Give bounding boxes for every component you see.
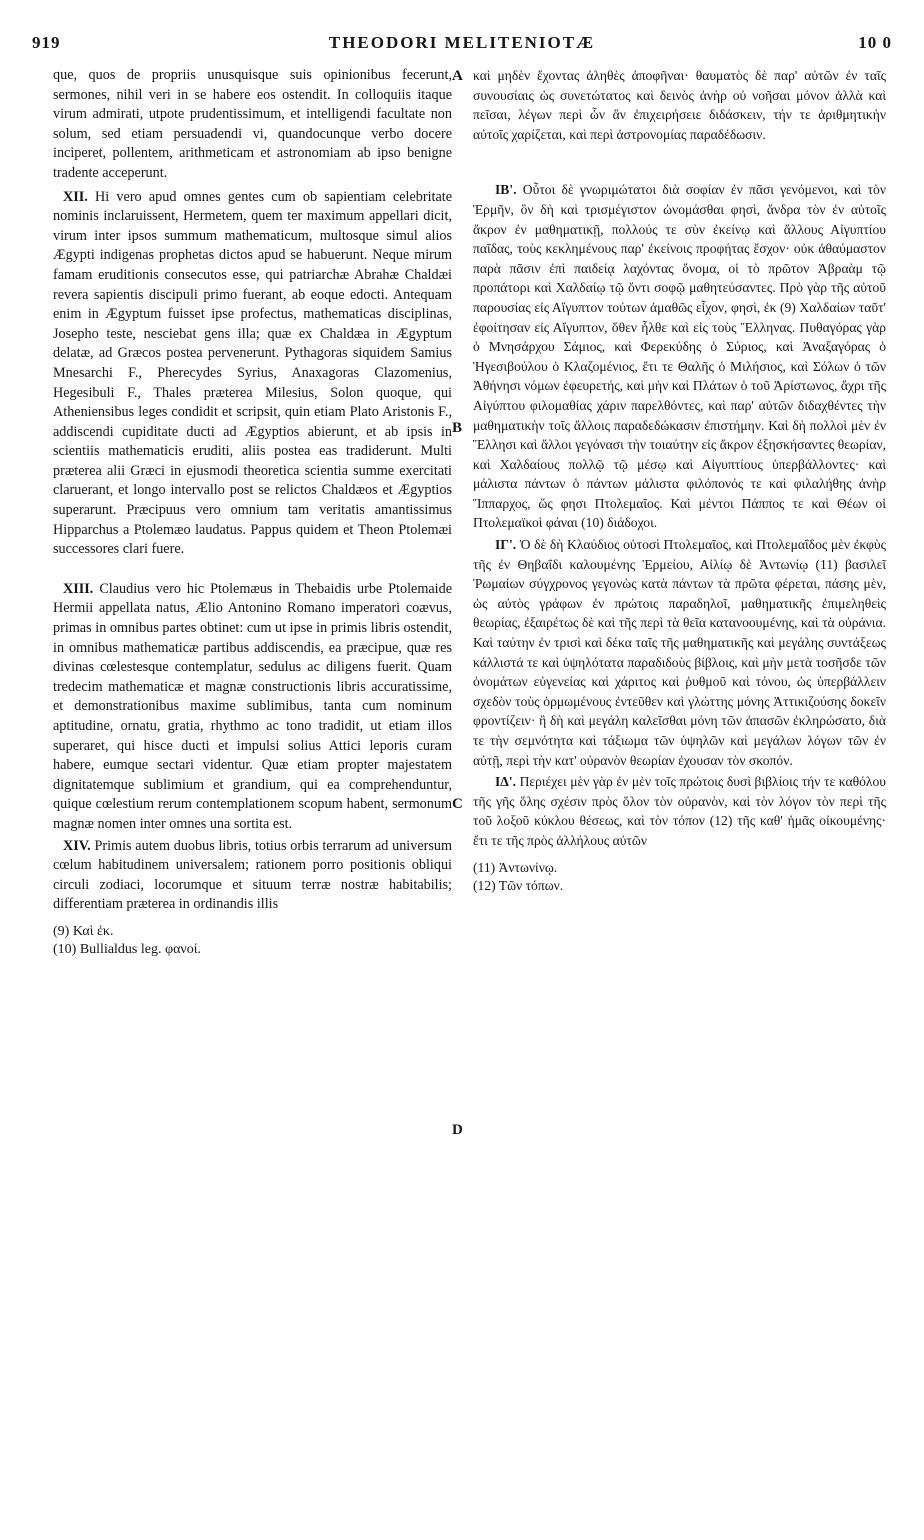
latin-section-12 <box>53 188 452 560</box>
latin-section-13-text: Claudius vero hic Ptolemæus in Thebaidis urbe Ptolemaide Hermii appellata natus, Ælio Antonino Romano imperatori coævus, primas in omnibus partes obtinet: cum ut ipse in primis libris ostendit, in omnibus mathematicæ partibus addiscendis, ea præcipue, quæ res divinas cœlestesque contemplatur, sedulus ac diligens fuerit. Quam tredecim mathematicæ et magnæ constructionis libris accuratissime, et demonstrationibus maxime sublimibus, tanta cum nominum aptitudine, ornatu, gratia, rhythmo ac tono tradidit, ut etiam illos superaret, qui hisce ducti et impulsi solius Attici leporis curam habere, eumque sectari videntur. Quæ etiam propter majestatem dignitatemque sublimium et grandium, qui ea comprehenduntur, quique cœlestium rerum contemplationem scopum habent, sermonum magnæ nomen inter omnes una sortita est. <box>53 580 453 832</box>
greek-section-12 <box>473 180 886 533</box>
latin-column <box>53 66 452 959</box>
running-title: THEODORI MELITENIOTÆ <box>328 33 596 52</box>
footnote-10: (10) Bullialdus leg. φανοί. <box>53 941 201 957</box>
section-number: ΙΔ'. <box>495 774 516 790</box>
margin-letter-d: D <box>452 1122 463 1138</box>
greek-section-14-text: Περιέχει μὲν γὰρ ἐν μὲν τοῖς πρώτοις δυσὶ βιβλίοις τήν τε καθόλου τῆς γῆς ὅλης σχέσιν πρὸς ὅλον τὸν οὐρανὸν, καὶ τὸν λόγον τὸν περὶ τῆς τοῦ λοξοῦ κύκλου θέσεως, καὶ τὸν τόπον (12) τῆς καθ' ἡμᾶς οἰκουμένης· ἔτι τε τῆς πρὸς ἀλλήλους αὐτῶν <box>473 774 886 848</box>
greek-section-14 <box>473 772 886 850</box>
greek-footnotes <box>473 859 886 895</box>
section-number: XIII. <box>63 580 94 597</box>
greek-section-12-text: Οὗτοι δὲ γνωριμώτατοι διὰ σοφίαν ἐν πᾶσι γενόμενοι, καὶ τὸν Ἑρμῆν, ὃν δὴ καὶ τρισμέγιστον ὠνομάσθαι φησὶ, ἄνδρα τὸν ἐν αὐτοῖς ἄκρον ἐν μαθηματικῇ, πολλούς τε σὺν ἐκείνῳ καὶ ἄλλους Αἰγυπτίου παῖδας, τοὺς κεκλημένους παρ' ἐκείνοις προφήτας ἔσχον· οὐκ ἀθαύμαστον παρὰ πᾶσιν ἐπὶ παιδείᾳ λαχόντας ὄνομα, οἱ τὸ πρῶτον Ἀβραὰμ τῷ προπάτορι καὶ Χαλδαίῳ τῷ ὄντι σοφῷ μαθητεύσαντες. Πρὸ γὰρ τῆς αὐτοῦ παρουσίας εἰς Αἴγυπτον τούτων ἀμαθῶς εἶχον, φησὶ, ἐκ (9) Χαλδαίων ταῦτ' ἐφοίτησαν εἰς Αἴγυπτον, ὅθεν ἦλθε καὶ εἰς τοὺς Ἕλληνας. Πυθαγόρας γὰρ ὁ Μνησάρχου Σάμιος, καὶ Φερεκύδης ὁ Σύριος, καὶ Ἀναξαγόρας ὁ Ἡγεσιβούλου ὁ Κλαζομένιος, ἔτι τε Θαλῆς ὁ Μιλήσιος, καὶ Σόλων ὁ τῶν Ἀθήνησι νόμων ἐφευρετής, καὶ μὴν καὶ Πλάτων ὁ τοῦ Ἀρίστωνος, ἄχρι τῆς Αἰγύπτου φιλομαθίας χάριν παρελθόντες, καὶ παρ' αὐτῶν διδαχθέντες τὴν μαθηματικὴν τοῖς ἄλλοις παραδεδώκασιν ἐπιστήμην. Καὶ δὴ πολλοὶ μὲν ἐν Ἕλλησι καὶ ἄλλοι γεγόνασι τὴν τοιαύτην εἰς ἄκρον ἐξησκήσαντες θεωρίαν, καὶ Χαλδαίους πολλῷ τῷ μέσῳ καὶ Αἰγυπτίους ὑπερβάλλοντες· καὶ μάλιστα πάντων ὁ πάντων μάλιστα φιλόπονός τε καὶ φιλαλήθης ἀνὴρ Ἵππαρχος, ὥς φησι Πτολεμαῖος. Καὶ μέντοι Πάππος τε καὶ Θέων οἱ Πτολεμαϊκοὶ φάναι (10) διάδοχοι. <box>473 182 886 531</box>
footnote-9: (9) Καὶ ἐκ. <box>53 923 114 939</box>
section-number: XII. <box>63 188 88 205</box>
page-number-left: 919 <box>32 33 61 52</box>
footnote-11: (11) Ἀντωνίνῳ. <box>473 859 558 875</box>
page-number-right: 10 0 <box>858 33 892 52</box>
section-number: ΙΓ'. <box>495 537 517 553</box>
section-number: ΙΒ'. <box>495 182 517 198</box>
margin-letter-b: B <box>452 420 463 436</box>
latin-section-13 <box>53 580 452 835</box>
footnote-12: (12) Τῶν τόπων. <box>473 877 564 893</box>
margin-letter-a: A <box>452 68 463 84</box>
margin-letter-c: C <box>452 796 463 812</box>
section-number: XIV. <box>63 837 91 854</box>
latin-section-14-text: Primis autem duobus libris, totius orbis terrarum ad universum cœlum habitudinem universalem; rationem porro positionis obliqui circuli zodiaci, locorumque et situum terræ nostræ habitabilis; differentiam præterea in ordinandis illis <box>53 837 452 913</box>
page-header <box>32 33 892 59</box>
greek-column <box>473 66 886 895</box>
greek-section-13 <box>473 535 886 770</box>
latin-paragraph-intro: que, quos de propriis unusquisque suis opinionibus fecerunt, sermones, nihil veri in se habere eos ostendit. In colloquiis itaque virum admirati, utpote prudentissimum, et intelligendi facultate non solum, sed etiam persuadendi vi, quandocunque verbo docere inciperet, pollentem, arithmeticam et astronomiam ab ipso benigne tradente acceperunt. <box>53 67 452 181</box>
latin-section-12-text: Hi vero apud omnes gentes cum ob sapientiam celebritate nominis inclaruissent, Hermetem, quem ter maximum appellari dicit, virum inter ipsos summum mathematicum, multosque simul alios Ægypti indigenas prophetas dictos apud se habuerunt. Neque mirum famam eruditionis consecutos esse, qui patriarchæ Abrahæ Chaldæi revera sapientis discipuli primo fuerant, ab eoque edocti. Antequam enim in Ægyptum fuisset ipse profectus, mathematicas disciplinas, Josepho teste, nesciebat gens illa; quæ ex Chaldæa in Ægyptum delatæ, ad Græcos postea pervenerunt. Pythagoras siquidem Samius Mnesarchi F., Pherecydes Syrius, Anaxagoras Clazomenius, Hegesibuli F., Thales præterea Milesius, Solon quoque, qui Atheniensibus leges condidit et scripsit, quin etiam Plato Aristonis F., addiscendi cupiditate ducti ad Ægyptios abierunt, et ab ipsis in scientiis mathematicis eruditi, aliis postea eas tradiderunt. Multi præterea alii Græci in ejusmodi theoretica scientia summe exercitati claruerant, et longo intervallo post se relictos Chaldæos et Ægyptios superarunt. Præcipuus vero omnium tam veritatis amantissimus Hipparchus a Ptolemæo laudatus. Pappus quidem et Theon Ptolemæi successores clari fuere. <box>53 188 453 558</box>
greek-paragraph-intro: καὶ μηδὲν ἔχοντας ἀληθὲς ἀποφῆναι· θαυματὸς δὲ παρ' αὐτῶν ἐν ταῖς συνουσίαις ὡς συνετώτατος καὶ δεινὸς ἀνὴρ οὐ νοῆσαι μόνον ἀλλὰ καὶ πεῖσαι, λέγων περὶ ὧν ἂν ἐπιχειρήσειε διδάσκειν, τήν τε ἀριθμητικὴν αὐτοῖς χαρίζεται, καὶ περὶ ἀστρονομίας παραδέδωσιν. <box>473 68 886 142</box>
latin-footnotes <box>53 923 452 959</box>
latin-section-14 <box>53 837 452 915</box>
greek-section-13-text: Ὁ δὲ δὴ Κλαύδιος οὑτοσὶ Πτολεμαῖος, καὶ Πτολεμαΐδος μὲν ἐκφὺς τῆς ἐν Θηβαΐδι καλουμένης Ἑρμείου, Αἰλίῳ δὲ Ἀντωνίῳ (11) βασιλεῖ Ῥωμαίων σύγχρονος γεγονὼς κατὰ πάντων τὰ πρῶτα φέρεται, πάσης μὲν, ὡς αὐτὸς γράφων ἐν πρώτοις παραδηλοῖ, μαθηματικῆς ἐπιμεληθεὶς θεωρίας, ἐξαιρέτως δὲ καὶ τῆς περὶ τὰ θεῖα κατανοουμένης, καὶ τὰ οὐράνια. Καὶ ταύτην ἐν τρισὶ καὶ δέκα ταῖς τῆς μαθηματικῆς καὶ μεγάλης συντάξεως κάλλιστά τε καὶ ὑψηλότατα παραδιδοὺς βίβλοις, καὶ μὴν μετὰ τοσῆσδε τῶν ὀνομάτων εὐγενείας καὶ χάριτος καὶ ῥυθμοῦ καὶ τόνου, ὡς ὑπερβάλλειν σχεδὸν τοὺς ὁρμωμένους ἐντεῦθεν καὶ γλώττης μόνης Ἀττικιζούσης δοκεῖν φροντίζειν· ἣ δὴ καὶ μεγάλη καλεῖσθαι μόνη τῶν ἁπασῶν ἐκληρώσατο, διὰ τε τὴν σεμνότητα καὶ τάξιωμα τῶν ὑψηλῶν καὶ μεγάλων λόγων τῶν ἐν αὐτῇ, περὶ τὴν κατ' οὐρανὸν θεωρίαν ἐχουσαν τὸν σκοπόν. <box>473 537 887 768</box>
